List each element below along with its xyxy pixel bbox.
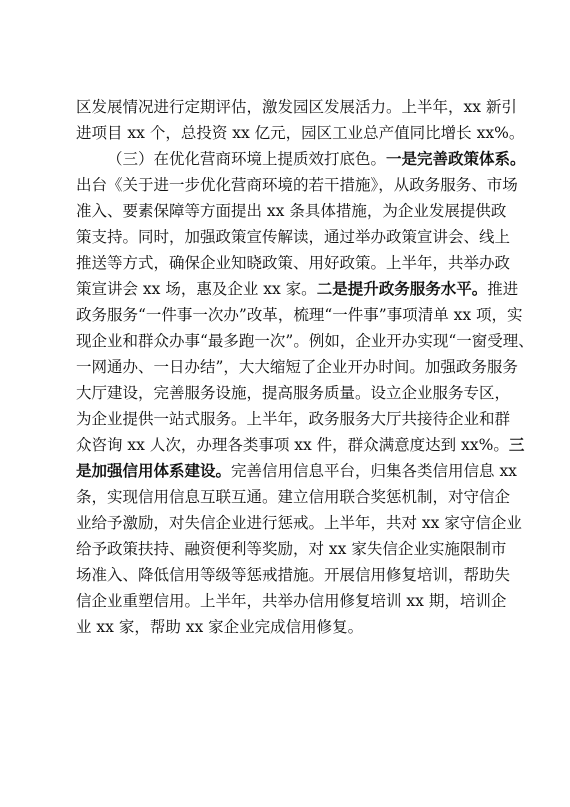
sentence: 推进: [487, 280, 519, 298]
text-line: 现企业和群众办事“最多跑一次”。例如，企业开办实现“一窗受理、: [76, 332, 534, 350]
text-line: 推送等方式，确保企业知晓政策、用好政策。上半年，共举办政: [76, 254, 511, 272]
text-line: 政务服务“一件事一次办”改革，梳理“一件事”事项清单 xx 项，实: [76, 306, 523, 324]
section-heading: （三）在优化营商环境上提质效打底色。: [107, 150, 387, 168]
sentence: 区发展情况进行定期评估，激发园区发展活力。: [76, 98, 402, 116]
text-line: [76, 458, 517, 484]
subsection-heading: 二是提升政务服务水平。: [316, 279, 488, 298]
text-line: 一网通办、一日办结”，大大缩短了企业开办时间。加强政务服务: [76, 358, 518, 376]
subsection-heading: 是加强信用体系建设。: [76, 461, 232, 480]
text-line: 条，实现信用信息互联互通。建立信用联合奖惩机制，对守信企: [76, 488, 511, 506]
text-line: [76, 94, 517, 120]
text-line: 信企业重塑信用。上半年，共举办信用修复培训 xx 期，培训企: [76, 592, 507, 610]
text-line: 大厅建设，完善服务设施，提高服务质量。设立企业服务专区，: [76, 384, 511, 402]
text-line: 进项目 xx 个，总投资 xx 亿元，园区工业总产值同比增长 xx%。: [76, 124, 525, 142]
text-line: 准入、要素保障等方面提出 xx 条具体措施，为企业发展提供政: [76, 202, 507, 220]
text-line: [76, 146, 526, 172]
subsection-heading: 三: [508, 435, 525, 454]
text-line: 业给予激励，对失信企业进行惩戒。上半年，共对 xx 家守信企业: [76, 514, 522, 532]
text-line: 场准入、降低信用等级等惩戒措施。开展信用修复培训，帮助失: [76, 566, 511, 584]
text-line: 出台《关于进一步优化营商环境的若干措施》，从政务服务、市场: [76, 176, 518, 194]
text-line: [76, 432, 525, 458]
text-line: 为企业提供一站式服务。上半年，政务服务大厅共接待企业和群: [76, 410, 511, 428]
sentence: 完善信用信息平台，归集各类信用信息 xx: [231, 462, 517, 480]
subsection-heading: 一是完善政策体系。: [386, 149, 526, 168]
text-line: 策支持。同时，加强政策宣传解读，通过举办政策宣讲会、线上: [76, 228, 511, 246]
text-line: 给予政策扶持、融资便利等奖励，对 xx 家失信企业实施限制市: [76, 540, 507, 558]
text-line: [76, 276, 519, 302]
sentence: 上半年，xx 新引: [401, 98, 517, 116]
body-text: [76, 94, 534, 640]
text-line: 业 xx 家，帮助 xx 家企业完成信用修复。: [76, 618, 364, 636]
sentence: 策宣讲会 xx 场，惠及企业 xx 家。: [76, 280, 317, 298]
sentence: 众咨询 xx 人次，办理各类事项 xx 件，群众满意度达到 xx%。: [76, 436, 509, 454]
